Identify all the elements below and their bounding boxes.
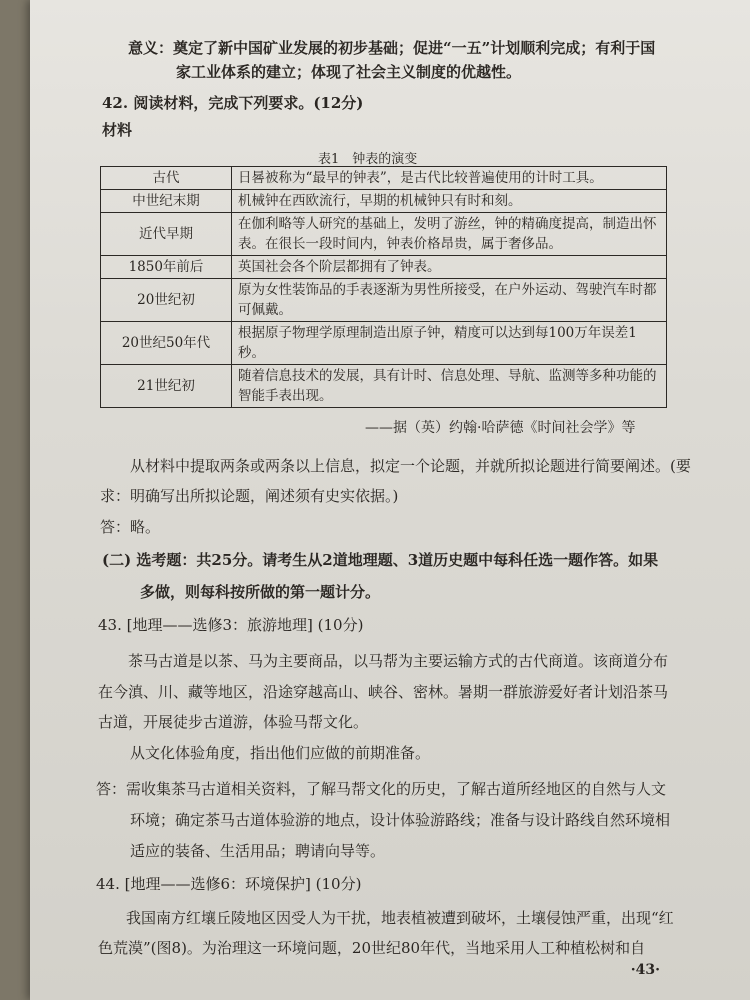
page-number: ·43· (630, 962, 660, 978)
table-row (101, 256, 667, 279)
q42-answer: 答：略。 (100, 518, 161, 536)
q42-instruction-2: 求：明确写出所拟论题，阐述须有史实依据。) (100, 487, 399, 505)
q43-answer-3: 适应的装备、生活用品；聘请向导等。 (130, 842, 386, 860)
table-caption: 表1 钟表的演变 (318, 152, 418, 167)
meaning-line-1: 意义：奠定了新中国矿业发展的初步基础；促进“一五”计划顺利完成；有利于国 (128, 39, 656, 57)
table-row (101, 322, 667, 365)
table-row (101, 279, 667, 322)
material-label: 材料 (102, 121, 133, 139)
table-source: ——据（英）约翰·哈萨德《时间社会学》等 (365, 420, 636, 436)
table-row (101, 167, 667, 190)
q43-answer-2: 环境；确定茶马古道体验游的地点，设计体验游路线；准备与设计路线自然环境相 (130, 811, 671, 829)
question-42-title: 42. 阅读材料，完成下列要求。(12分) (102, 94, 364, 112)
era-cell: 21世纪初 (101, 365, 232, 408)
desc-cell: 原为女性装饰品的手表逐渐为男性所接受，在户外运动、驾驶汽车时都可佩戴。 (232, 279, 667, 322)
era-cell: 1850年前后 (101, 256, 232, 279)
era-cell: 古代 (101, 167, 232, 190)
clock-evolution-table (100, 166, 667, 408)
q43-question: 从文化体验角度，指出他们应做的前期准备。 (130, 744, 431, 762)
table-row (101, 365, 667, 408)
desc-cell: 随着信息技术的发展，具有计时、信息处理、导航、监测等多种功能的智能手表出现。 (232, 365, 667, 408)
desc-cell: 根据原子物理学原理制造出原子钟，精度可以达到每100万年误差1秒。 (232, 322, 667, 365)
section-2-heading-1: (二) 选考题：共25分。请考生从2道地理题、3道历史题中每科任选一题作答。如果 (102, 551, 659, 569)
meaning-line-2: 家工业体系的建立；体现了社会主义制度的优越性。 (176, 63, 522, 81)
q43-para-3: 古道，开展徒步古道游，体验马帮文化。 (98, 713, 369, 731)
q43-para-2: 在今滇、川、藏等地区，沿途穿越高山、峡谷、密林。暑期一群旅游爱好者计划沿茶马 (98, 683, 669, 701)
desc-cell: 机械钟在西欧流行，早期的机械钟只有时和刻。 (232, 190, 667, 213)
era-cell: 近代早期 (101, 213, 232, 256)
question-43-title: 43. [地理——选修3：旅游地理] (10分) (98, 616, 364, 634)
desc-cell: 英国社会各个阶层都拥有了钟表。 (232, 256, 667, 279)
q42-instruction-1: 从材料中提取两条或两条以上信息，拟定一个论题，并就所拟论题进行简要阐述。(要 (130, 457, 691, 475)
section-2-heading-2: 多做，则每科按所做的第一题计分。 (140, 583, 381, 601)
era-cell: 中世纪末期 (101, 190, 232, 213)
desc-cell: 日晷被称为“最早的钟表”，是古代比较普遍使用的计时工具。 (232, 167, 667, 190)
era-cell: 20世纪初 (101, 279, 232, 322)
table-row (101, 190, 667, 213)
q44-para-2: 色荒漠”(图8)。为治理这一环境问题，20世纪80年代，当地采用人工种植松树和自 (98, 939, 646, 957)
q44-para-1: 我国南方红壤丘陵地区因受人为干扰，地表植被遭到破坏，土壤侵蚀严重，出现“红 (126, 909, 674, 927)
table-row (101, 213, 667, 256)
question-44-title: 44. [地理——选修6：环境保护] (10分) (96, 875, 362, 893)
q43-para-1: 茶马古道是以茶、马为主要商品，以马帮为主要运输方式的古代商道。该商道分布 (128, 652, 669, 670)
era-cell: 20世纪50年代 (101, 322, 232, 365)
q43-answer-1: 答：需收集茶马古道相关资料，了解马帮文化的历史，了解古道所经地区的自然与人文 (96, 780, 667, 798)
desc-cell: 在伽利略等人研究的基础上，发明了游丝，钟的精确度提高，制造出怀表。在很长一段时间内，钟表价格昂贵，属于奢侈品。 (232, 213, 667, 256)
